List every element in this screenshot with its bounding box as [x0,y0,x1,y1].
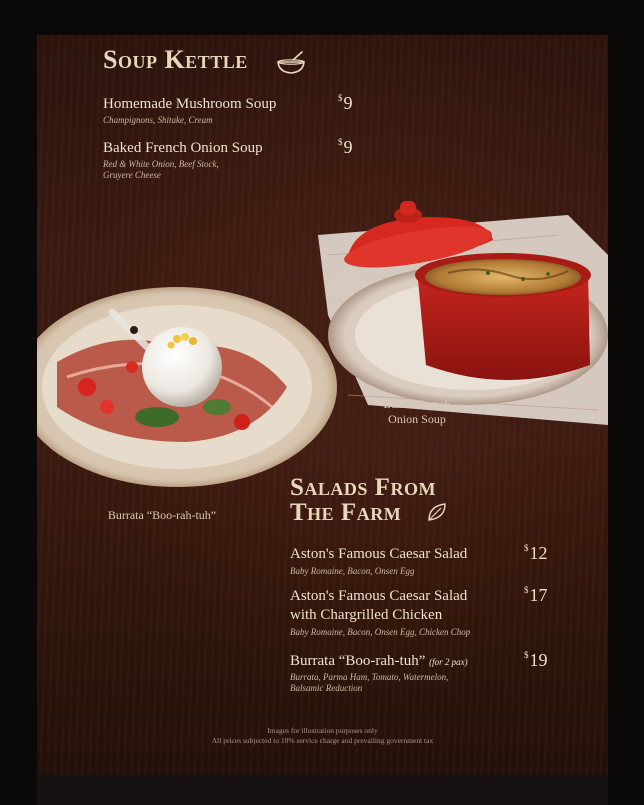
onion-soup-caption [367,397,467,427]
menu-item-note: (for 2 pax) [429,657,468,667]
salad-section-title [290,475,436,525]
price-value: 9 [343,137,353,157]
price-value: 17 [529,585,548,605]
bottom-band [37,775,608,805]
price-value: 19 [529,650,548,670]
menu-item-description: Baby Romaine, Bacon, Onsen Egg [290,566,415,576]
footer-note: All prices subjected to 10% service charge and prevailing government tax [211,736,434,745]
menu-item-name: Baked French Onion Soup [103,140,263,156]
salad-title-line: Salads From [290,474,436,501]
menu-item-name-text: Burrata “Boo-rah-tuh” [290,653,426,669]
burrata-caption: Burrata “Boo-rah-tuh” [107,508,217,522]
menu-item-description: Champignons, Shitake, Cream [103,115,213,125]
menu-item-description: Red & White Onion, Beef Stock, [103,159,219,169]
currency-symbol: $ [338,137,343,147]
menu-item-description: Balsamic Reduction [290,683,363,693]
menu-item-name: Aston's Famous Caesar Salad [290,588,468,604]
caption-line: Onion Soup [388,412,446,426]
currency-symbol: $ [524,650,529,660]
menu-item-price [338,93,353,114]
menu-item-price [524,585,548,606]
burrata-photo [37,267,342,492]
caption-line: Baked French [383,397,451,411]
menu-item-description: Gruyere Cheese [103,170,161,180]
footer-note: Images for illustration purposes only [267,726,378,735]
menu-item-description: Burrata, Parma Ham, Tomato, Watermelon, [290,672,449,682]
menu-item-name: with Chargrilled Chicken [290,607,443,623]
price-value: 12 [529,543,548,563]
soup-bowl-icon [275,50,307,76]
menu-card [37,35,608,775]
salad-title-line: The Farm [290,499,402,526]
price-value: 9 [343,93,353,113]
menu-item-price [524,650,548,671]
menu-item-price [524,543,548,564]
soup-section-title: Soup Kettle [103,45,248,74]
menu-item-price [338,137,353,158]
menu-item-name [290,652,468,672]
currency-symbol: $ [338,93,343,103]
menu-item-name: Homemade Mushroom Soup [103,96,277,112]
menu-item-description: Baby Romaine, Bacon, Onsen Egg, Chicken Chop [290,627,471,637]
leaf-icon [425,500,449,524]
menu-item-name: Aston's Famous Caesar Salad [290,546,468,562]
currency-symbol: $ [524,585,529,595]
currency-symbol: $ [524,543,529,553]
